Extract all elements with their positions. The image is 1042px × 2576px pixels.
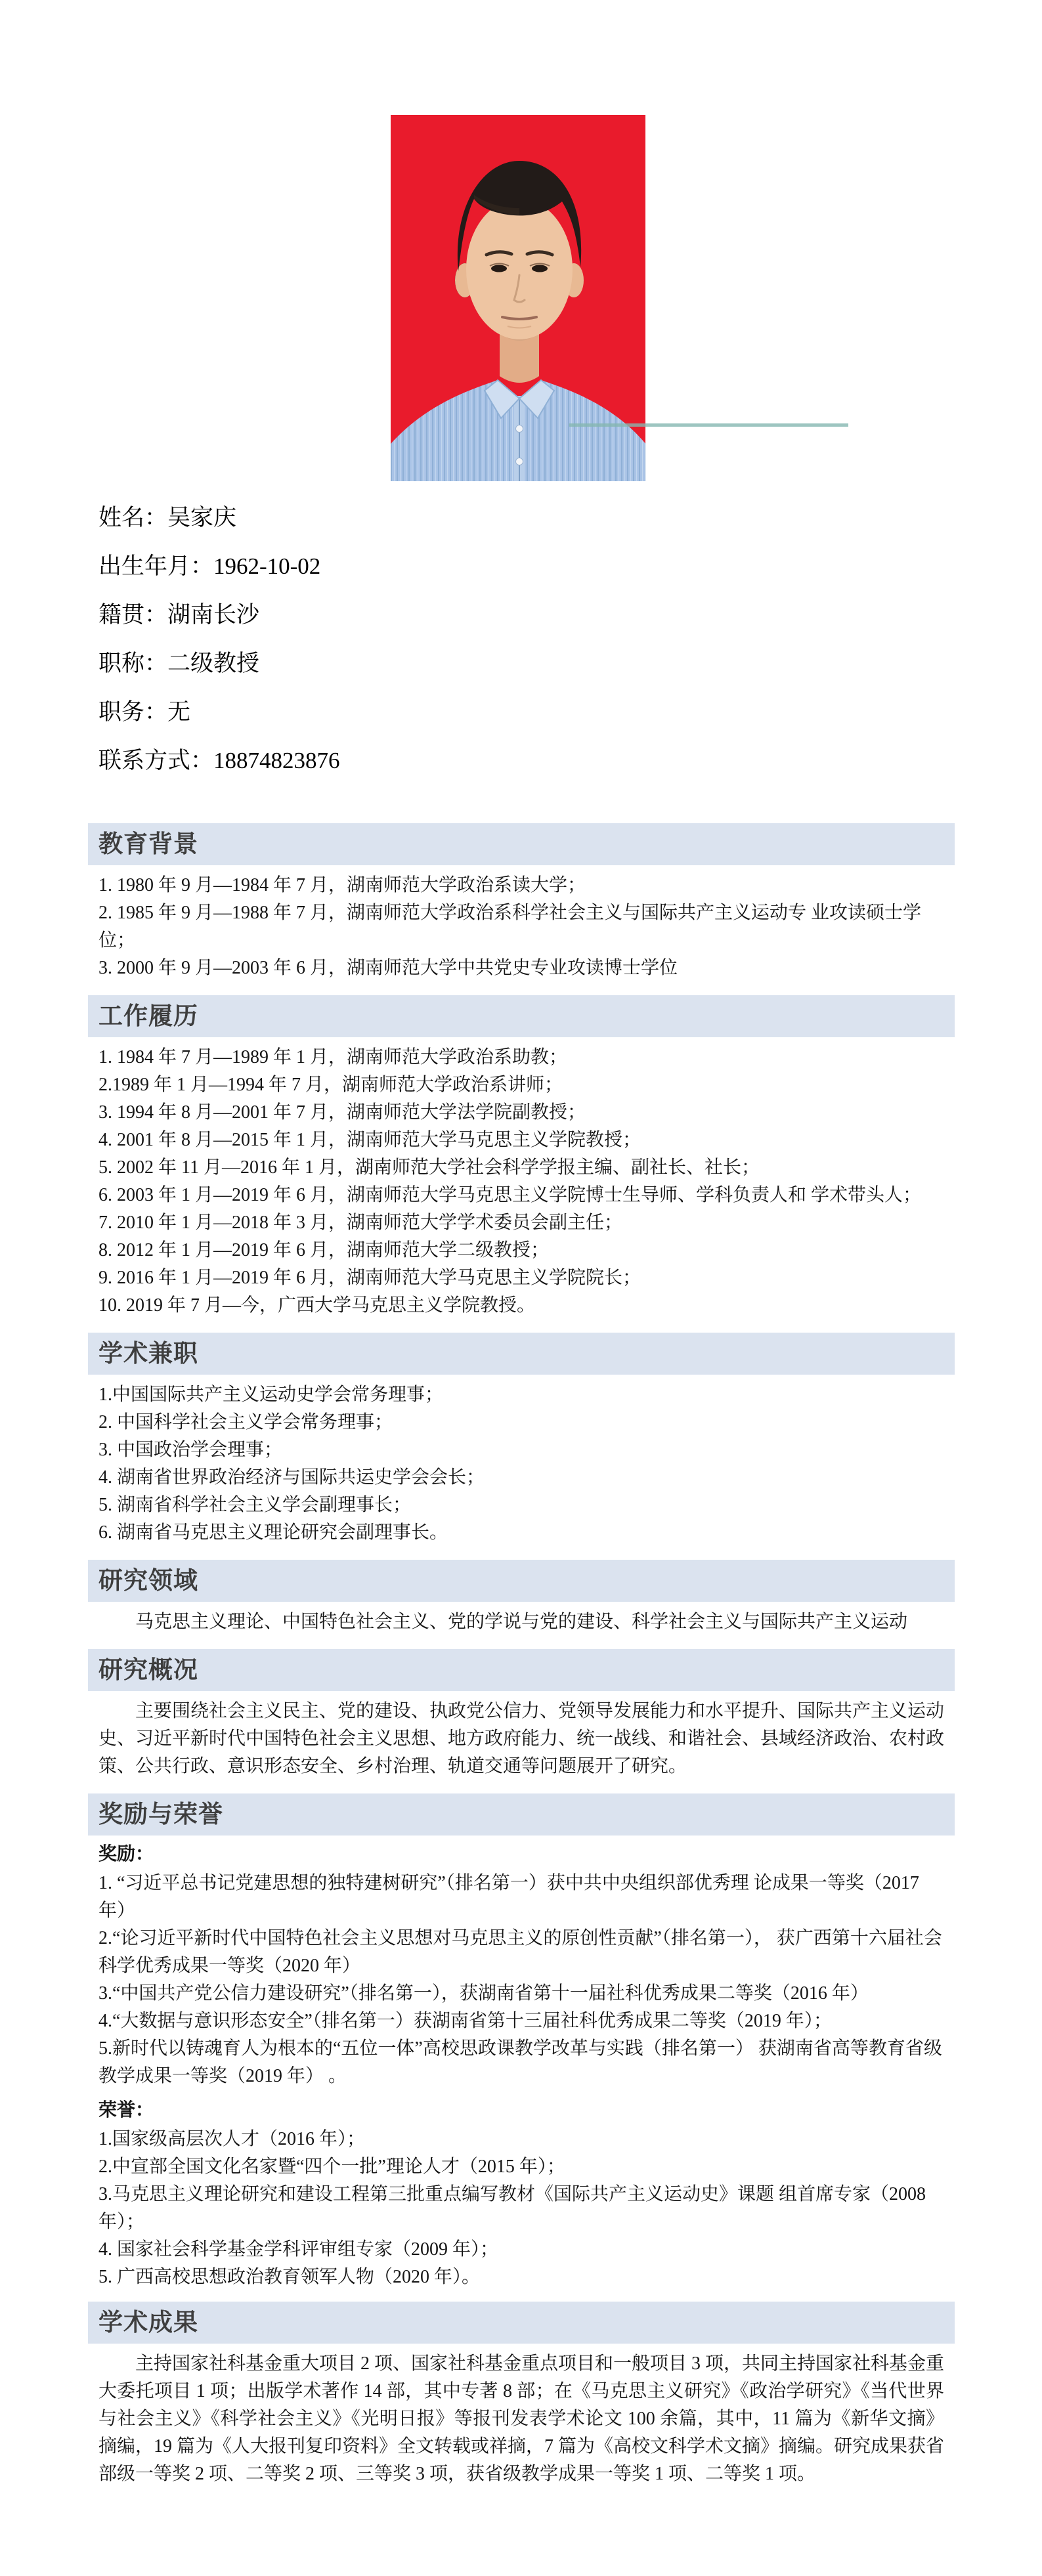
education-item: 2. 1985 年 9 月—1988 年 7 月，湖南师范大学政治系科学社会主义与国际共产主义运动专 业攻读硕士学位； bbox=[98, 903, 922, 951]
work-history-item: 8. 2012 年 1 月—2019 年 6 月，湖南师范大学二级教授； bbox=[98, 1240, 550, 1260]
personal-info-row: 职称：二级教授 bbox=[98, 651, 260, 676]
section-header-research-fields: 研究领域 bbox=[88, 1560, 955, 1602]
work-history-item: 3. 1994 年 8 月—2001 年 7 月，湖南师范大学法学院副教授； bbox=[98, 1102, 586, 1123]
academic-post-item: 1.中国国际共产主义运动史学会常务理事； bbox=[98, 1385, 444, 1405]
work-history-item: 2.1989 年 1 月—1994 年 7 月，湖南师范大学政治系讲师； bbox=[98, 1075, 563, 1095]
work-history-item: 6. 2003 年 1 月—2019 年 6 月，湖南师范大学马克思主义学院博士生导师、学科负责人和 学术带头人； bbox=[98, 1185, 922, 1205]
awards-list bbox=[98, 1868, 944, 2092]
education-list bbox=[98, 865, 944, 986]
section-research-fields bbox=[98, 1560, 944, 1640]
section-academic-posts bbox=[98, 1333, 944, 1551]
work-history-item: 10. 2019 年 7 月—今，广西大学马克思主义学院教授。 bbox=[98, 1295, 536, 1316]
honor-item: 2.中宣部全国文化名家暨“四个一批”理论人才（2015 年）； bbox=[98, 2157, 565, 2177]
award-item: 2.“论习近平新时代中国特色社会主义思想对马克思主义的原创性贡献”（排名第一）， 获广西第十六届社会科学优秀成果一等奖（2020 年） bbox=[98, 1928, 942, 1976]
academic-post-item: 2. 中国科学社会主义学会常务理事； bbox=[98, 1412, 393, 1432]
section-header-research-overview: 研究概况 bbox=[88, 1649, 955, 1691]
section-academic-achievements bbox=[98, 2302, 944, 2492]
section-header-education: 教育背景 bbox=[88, 823, 955, 865]
personal-info-row: 出生年月：1962-10-02 bbox=[98, 553, 321, 579]
section-header-work-history: 工作履历 bbox=[88, 995, 955, 1037]
honor-item: 5. 广西高校思想政治教育领军人物（2020 年）。 bbox=[98, 2267, 481, 2287]
work-history-item: 4. 2001 年 8 月—2015 年 1 月，湖南师范大学马克思主义学院教授； bbox=[98, 1130, 641, 1150]
personal-info bbox=[98, 494, 944, 785]
personal-info-row: 姓名：吴家庆 bbox=[98, 505, 237, 530]
personal-info-row: 籍贯：湖南长沙 bbox=[98, 602, 260, 628]
work-history-item: 9. 2016 年 1 月—2019 年 6 月，湖南师范大学马克思主义学院院长； bbox=[98, 1268, 641, 1288]
section-work-history bbox=[98, 995, 944, 1323]
research-overview-paragraph: 主要围绕社会主义民主、党的建设、执政党公信力、党领导发展能力和水平提升、国际共产主义运动史、习近平新时代中国特色社会主义思想、地方政府能力、统一战线、和谐社会、县域经济政治、农村政策、公共行政、意识形态安全、乡村治理、轨道交通等问题展开了研究。 bbox=[98, 1701, 945, 1776]
honors-list bbox=[98, 2124, 944, 2292]
work-history-item: 1. 1984 年 7 月—1989 年 1 月，湖南师范大学政治系助教； bbox=[98, 1047, 568, 1067]
academic-post-item: 6. 湖南省马克思主义理论研究会副理事长。 bbox=[98, 1522, 448, 1543]
cv-content bbox=[98, 0, 944, 2531]
honor-item: 1.国家级高层次人才（2016 年）； bbox=[98, 2129, 366, 2149]
honor-item: 4. 国家社会科学基金学科评审组专家（2009 年）； bbox=[98, 2239, 499, 2260]
section-header-awards-honors: 奖励与荣誉 bbox=[88, 1793, 955, 1835]
academic-post-item: 5. 湖南省科学社会主义学会副理事长； bbox=[98, 1495, 412, 1515]
honor-item: 3.马克思主义理论研究和建设工程第三批重点编写教材《国际共产主义运动史》课题 组首席专家（2008 年）； bbox=[98, 2184, 926, 2232]
academic-achievements-paragraph: 主持国家社科基金重大项目 2 项、国家社科基金重点项目和一般项目 3 项，共同主持国家社科基金重大委托项目 1 项；出版学术著作 14 部，其中专著 8 部；在《马克思主义研究》《政治学研究》《当代世界与社会主义》《科学社会主义》《光明日报》等报刊发表学术论文 100 余篇，其中，11 篇为《新华文摘》摘编，19 篇为《人大报刊复印资料》全文转载或祥摘，7 篇为《高校文科学术文摘》摘编。研究成果获省部级一等奖 2 项、二等奖 2 项、三等奖 3 项，获省级教学成果一等奖 1 项、二等奖 1 项。 bbox=[98, 2353, 945, 2484]
award-item: 3.“中国共产党公信力建设研究”（排名第一），获湖南省第十一届社科优秀成果二等奖（2016 年） bbox=[98, 1983, 869, 2004]
academic-post-item: 3. 中国政治学会理事； bbox=[98, 1440, 283, 1460]
work-history-item: 5. 2002 年 11 月—2016 年 1 月，湖南师范大学社会科学学报主编、副社长、社长； bbox=[98, 1157, 760, 1178]
section-header-academic-posts: 学术兼职 bbox=[88, 1333, 955, 1375]
research-fields-paragraph: 马克思主义理论、中国特色社会主义、党的学说与党的建设、科学社会主义与国际共产主义运动 bbox=[135, 1612, 908, 1632]
award-item: 1. “习近平总书记党建思想的独特建树研究”（排名第一）获中共中央组织部优秀理 论成果一等奖（2017 年） bbox=[98, 1873, 919, 1921]
honors-label: 荣誉： bbox=[98, 2099, 154, 2120]
awards-label: 奖励： bbox=[98, 1843, 154, 1864]
academic-posts-list bbox=[98, 1375, 944, 1551]
section-research-overview bbox=[98, 1649, 944, 1784]
award-item: 5.新时代以铸魂育人为根本的“五位一体”高校思政课教学改革与实践（排名第一） 获湖南省高等教育省级教学成果一等奖（2019 年） 。 bbox=[98, 2038, 942, 2086]
education-item: 1. 1980 年 9 月—1984 年 7 月，湖南师范大学政治系读大学； bbox=[98, 875, 586, 895]
section-header-academic-achievements: 学术成果 bbox=[88, 2302, 955, 2344]
education-item: 3. 2000 年 9 月—2003 年 6 月，湖南师范大学中共党史专业攻读博士学位 bbox=[98, 958, 678, 978]
section-education bbox=[98, 823, 944, 986]
academic-post-item: 4. 湖南省世界政治经济与国际共运史学会会长； bbox=[98, 1467, 485, 1488]
personal-info-row: 联系方式：18874823876 bbox=[98, 748, 340, 773]
award-item: 4.“大数据与意识形态安全”（排名第一）获湖南省第十三届社科优秀成果二等奖（2019 年）； bbox=[98, 2011, 832, 2031]
section-awards-honors bbox=[98, 1793, 944, 2292]
work-history-list bbox=[98, 1037, 944, 1323]
work-history-item: 7. 2010 年 1 月—2018 年 3 月，湖南师范大学学术委员会副主任； bbox=[98, 1213, 623, 1233]
personal-info-row: 职务：无 bbox=[98, 699, 191, 725]
